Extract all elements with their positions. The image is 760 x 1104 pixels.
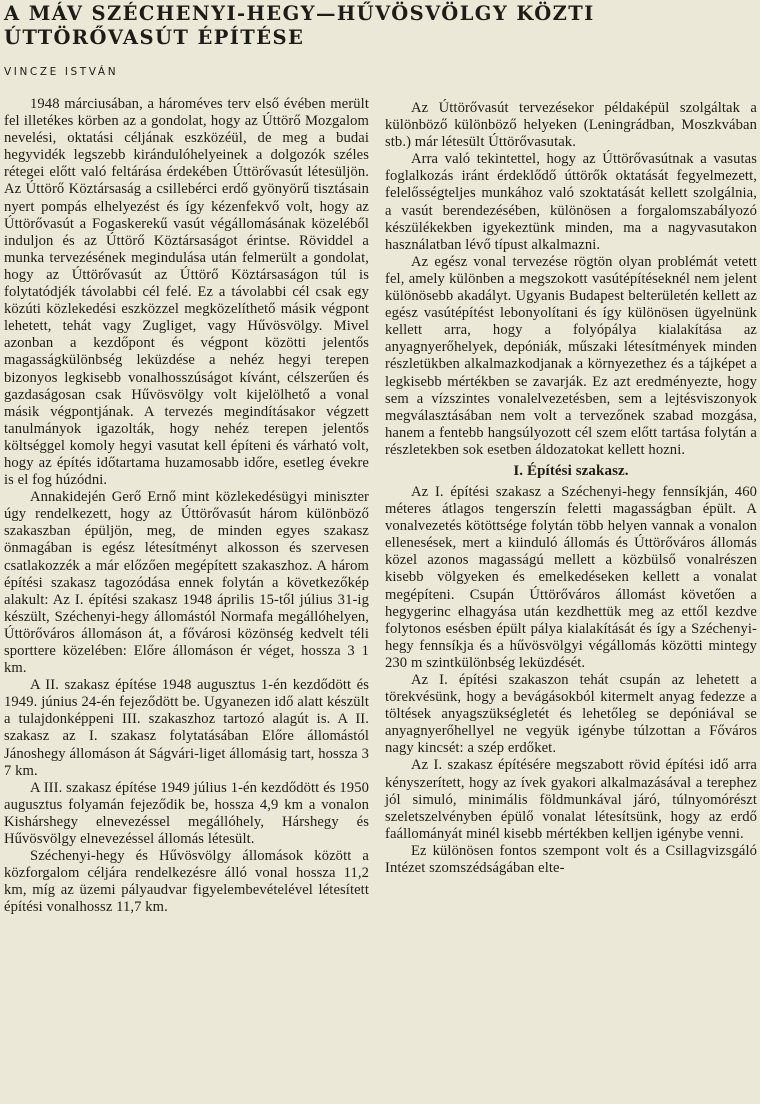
paragraph: A II. szakasz építése 1948 augusztus 1-én kezdődött és 1949. június 24-én fejeződött be. Ugyanezen idő alatt készült a tulajdonképpeni III. szakaszhoz tartozó alagút is. A II. szakasz az I. szakasz folytatásában Előre állomástól Jánoshegy állomáson át Ságvári-liget állomásig tart, hossza 3 7 km. [4, 677, 369, 779]
title-line-2: ÚTTÖRŐVASÚT ÉPÍTÉSE [4, 26, 305, 49]
paragraph: Az I. szakasz építésére megszabott rövid építési idő arra kényszerített, hogy az ívek gyakori alkalmazásával a terephez jól simuló, minimális földmunkával járó, túlnyomórészt szeletszelvényben épülő vonalat létesítsünk, hogy az erdő faállományát minél kisebb mértékben kelljen igénybe venni. [385, 757, 757, 842]
paragraph: Arra való tekintettel, hogy az Úttörővasútnak a vasutas foglalkozás iránt érdeklődő úttörők oktatását fegyelmezett, felelősségteljes munkához való szoktatását kellett szolgálnia, a vasút berendezésében, különösen a forgalomszabályozó készülékekben igyekeztünk minden, ma a nagyvasutakon használatban lévő típust alkalmazni. [385, 151, 757, 253]
paragraph: Annakidején Gerő Ernő mint közlekedésügyi miniszter úgy rendelkezett, hogy az Úttörővasút három különböző szakaszban épüljön, meg, de minden egyes szakasz önmagában is egész létesítményt alkosson és szervesen csatlakozzék a már előzően megépített szakaszhoz. A három építési szakasz tagozódása ennek folytán a következőkép alakult: Az I. építési szakasz 1948 április 15-től július 31-ig készült, Széchenyi-hegy állomástól Normafa megállóhelyen, Úttörőváros állomáson át, a fővárosi közönség kedvelt téli sporttere közelében: Előre állomáson ér véget, hossza 3 1 km. [4, 489, 369, 677]
paragraph: Ez különösen fontos szempont volt és a Csillagvizsgáló Intézet szomszédságában elte- [385, 842, 757, 877]
paragraph: Az Úttörővasút tervezésekor példaképül szolgáltak a különböző különböző helyeken (Leningrádban, Moszkvában stb.) már létesült Úttörővasutak. [385, 100, 757, 151]
paragraph: 1948 márciusában, a hároméves terv első évében merült fel illetékes körben az a gondolat, hogy az Úttörő Mozgalom nevelési, oktatási céljának eszközéül, de meg a budai hegyvidék legszebb kirándulóhelyeinek a dolgozók széles rétegei előtt való feltárása érdekében Úttörővasút létesüljön. Az Úttörő Köztársaság a csillebérci erdő gyönyörű tisztásain nyert pompás elhelyezést és így kézenfekvő volt, hogy az Úttörővasút a Fogaskerekű vasút végállomásának közeléből induljon és az Úttörő Köztársaságot érintse. Röviddel a munka tervezésének megindulása után felmerült a gondolat, hogy az Úttörővasút az Úttörő Köztársaságon túl is folytatódjék távolabbi cél felé. Ez a távolabbi cél csak egy közúti közlekedési eszközzel megközelíthető másik végpont lehetett, tehát vagy Zugliget, vagy Hűvösvölgy. Mivel azonban a kezdőpont és végpont közötti jelentős magasságkülönbség leküzdése a nehéz hegyi terepen bizonyos legkisebb vonalhosszúságot kívánt, célszerűen és gazdaságosan csak Hűvösvölgy volt kijelölhető a vonal másik végpontjának. A tervezés megindításakor végzett tanulmányok igazolták, hogy nehéz terepen jelentős költséggel komoly hegyi vasutat kell építeni és várható volt, hogy az építés időtartama huzamosabb időre, esetleg évekre is el fog húzódni. [4, 96, 369, 489]
author-name: VINCZE ISTVÁN [4, 66, 119, 78]
left-column [4, 96, 369, 917]
paragraph: Az I. építési szakaszon tehát csupán az lehetett a törekvésünk, hogy a bevágásokból kitermelt anyag fedezze a töltések anyagszükségletét és lehetőleg se depóniával se anyagnyerőhellyel ne vegyük igénybe túlzottan a Főváros nagy kincsét: a szép erdőket. [385, 672, 757, 757]
title-line-1: A MÁV SZÉCHENYI-HEGY—HŰVÖSVÖLGY KÖZTI [4, 2, 595, 25]
paragraph: A III. szakasz építése 1949 július 1-én kezdődött és 1950 augusztus folyamán fejeződik be, hossza 4,9 km a vonalon Kishárshegy elnevezéssel megállóhely, Hárshegy és Hűvösvölgy elnevezéssel állomás létesült. [4, 779, 369, 848]
paragraph: Széchenyi-hegy és Hűvösvölgy állomások között a közforgalom céljára rendelkezésre álló vonal hossza 11,2 km, míg az üzemi pályaudvar figyelembevételével létesített építési vonalhossz 11,7 km. [4, 848, 369, 916]
paragraph: Az I. építési szakasz a Széchenyi-hegy fennsíkján, 460 méteres átlagos tengerszín feletti magasságban épült. A vonalvezetés kötöttsége folytán több helyen vannak a vonalon ellenesések, mert a kiinduló állomás és Úttörőváros állomás közel azonos magasságú mellett a közbülső vonalrészen kisebb völgyeken és emelkedéseken kellett a vonalat megépíteni. Csupán Úttörőváros állomást követően a hegygerinc elhagyása után kezdhettük meg az ettől kezdve folytonos esésben épült pálya kialakítását és így a Széchenyi-hegy fennsíkja és a hűvösvölgyi végállomás közötti mintegy 230 m szintkülönbség leküzdését. [385, 483, 757, 671]
article-title [4, 2, 756, 50]
right-column [385, 100, 757, 877]
paragraph: Az egész vonal tervezése rögtön olyan problémát vetett fel, amely különben a megszokott vasútépítéseknél nem jelent különösebb akadályt. Ugyanis Budapest belterületén kellett az egész vasútépítést lebonyolítani és így különösen ügyelnünk kellett arra, hogy a folyópálya kialakítása az anyagnyerőhelyek, depóniák, műszaki létesítmények minden részletükben alkalmazkodjanak a környezethez és a tájképet a legkisebb mértékben se zavarják. Ez azt eredményezte, hogy sem a vízszintes vonalelvezetésben, sem a lejtésviszonyok megválasztásában nem volt a tervezőnek szabad mozgása, hanem a fentebb hangsúlyozott cél szem előtt tartása folytán a részletekben sok esetben áldozatokat kellett hozni. [385, 253, 757, 458]
section-heading: I. Építési szakasz. [513, 462, 629, 479]
